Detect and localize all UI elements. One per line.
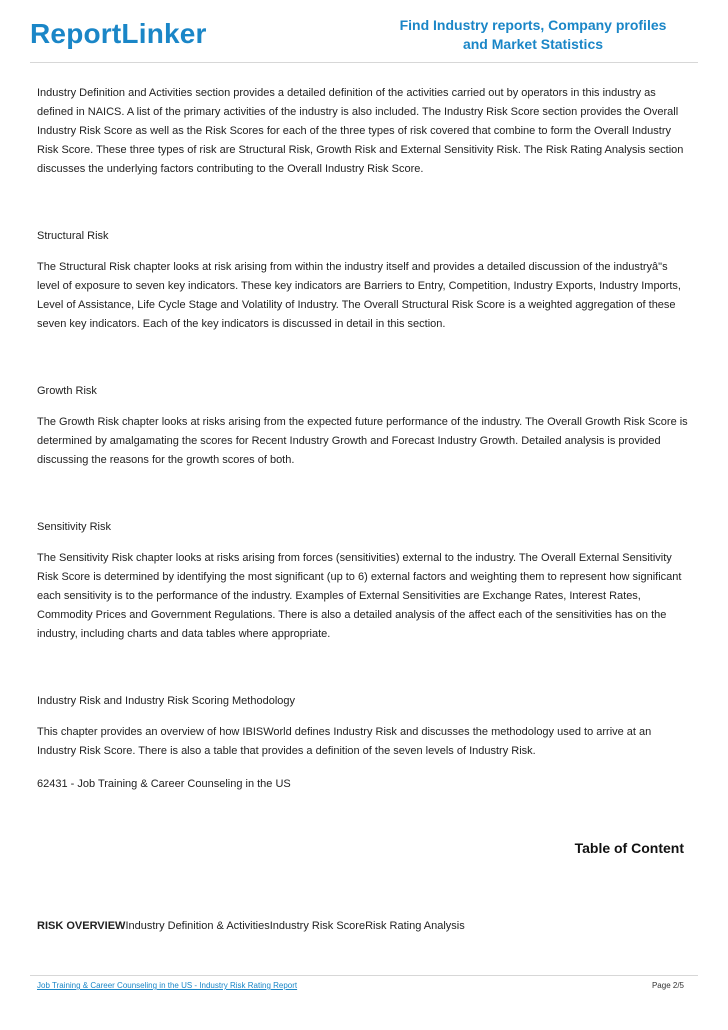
tagline-line-1: Find Industry reports, Company profiles [399,17,667,33]
footer-divider [30,975,698,976]
toc-line [37,920,689,932]
toc-title: Table of Content [574,840,684,856]
section-heading-structural-risk: Structural Risk [37,230,109,242]
section-heading-growth-risk: Growth Risk [37,385,97,397]
page-number: Page 2/5 [651,981,684,990]
toc-bold-item: RISK OVERVIEW [37,920,126,932]
reportlinker-logo[interactable]: ReportLinker [30,18,207,49]
section-body-methodology: This chapter provides an overview of how IBISWorld defines Industry Risk and discusses the methodology used to arrive at an Industry Risk Score. There is also a table that provides a definition of the seven levels of Industry Risk. [37,726,652,757]
toc-items: Industry Definition & ActivitiesIndustry Risk ScoreRisk Rating Analysis [125,920,465,932]
header-divider [30,62,698,63]
document-body [37,84,689,794]
intro-paragraph: Industry Definition and Activities section provides a detailed definition of the activities carried out by operators in this industry as defined in NAICS. A list of the primary activities of the industry is also included. The Industry Risk Score section provides the Overall Industry Risk Score as well as the Risk Scores for each of the three types of risk covered that combine to form the Overall Industry Risk Score. These three types of risk are Structural Risk, Growth Risk and External Sensitivity Risk. The Risk Rating Analysis section discusses the underlying factors contributing to the Overall Industry Risk Score. [37,87,684,175]
header-tagline [378,16,688,54]
section-heading-sensitivity-risk: Sensitivity Risk [37,521,111,533]
section-heading-methodology: Industry Risk and Industry Risk Scoring Methodology [37,695,296,707]
section-body-sensitivity-risk: The Sensitivity Risk chapter looks at risks arising from forces (sensitivities) external to the industry. The Overall External Sensitivity Risk Score is determined by identifying the most significant (up to 6) external factors and weighting them to represent how significant each sensitivity is to the performance of the industry. Examples of External Sensitivities are Exchange Rates, Interest Rates, Commodity Prices and Government Regulations. There is also a detailed analysis of the affect each of the sensitivities has on the industry, including charts and data tables where appropriate. [37,552,682,640]
section-body-growth-risk: The Growth Risk chapter looks at risks arising from the expected future performance of the industry. The Overall Growth Risk Score is determined by amalgamating the scores for Recent Industry Growth and Forecast Industry Growth. Detailed analysis is provided discussing the reasons for the growth scores of both. [37,416,688,466]
report-code-line: 62431 - Job Training & Career Counseling in the US [37,778,291,790]
footer-report-link[interactable]: Job Training & Career Counseling in the US - Industry Risk Rating Report [37,981,298,990]
section-body-structural-risk: The Structural Risk chapter looks at risk arising from within the industry itself and provides a detailed discussion of the industryâ"s level of exposure to seven key indicators. These key indicators are Barriers to Entry, Competition, Industry Exports, Industry Imports, Level of Assistance, Life Cycle Stage and Volatility of Industry. The Overall Structural Risk Score is a weighted aggregation of these seven key indicators. Each of the key indicators is discussed in detail in this section. [37,261,681,330]
tagline-line-2: and Market Statistics [462,36,604,52]
